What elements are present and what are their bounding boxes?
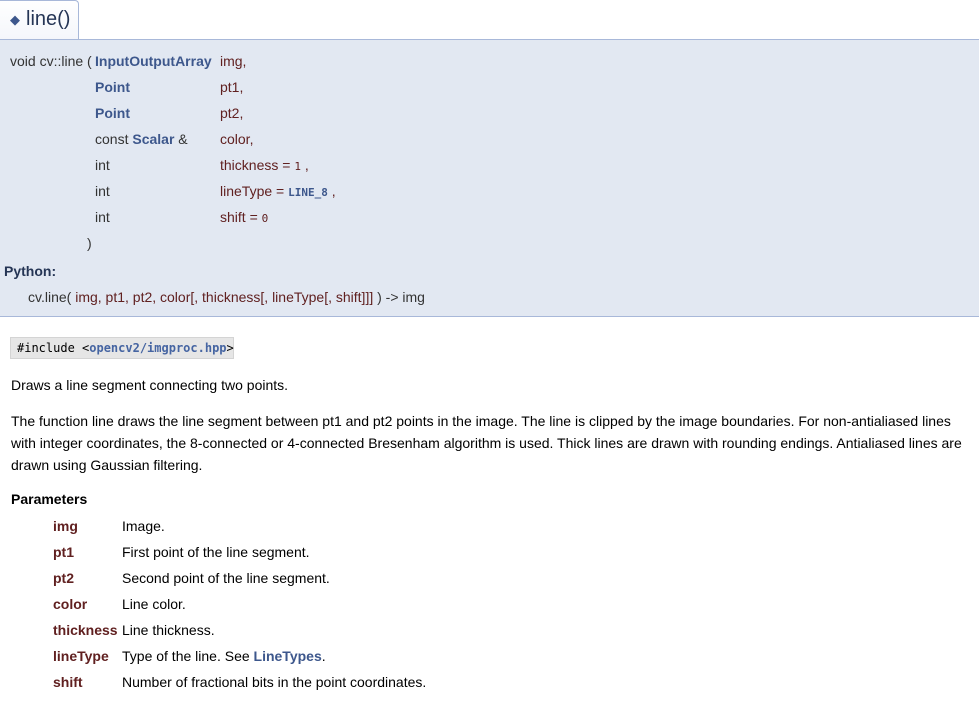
param-with-default bbox=[220, 156, 309, 176]
function-prototype bbox=[0, 39, 979, 317]
member-title: line() bbox=[26, 8, 71, 30]
python-signature bbox=[28, 288, 425, 306]
param-doc-desc: First point of the line segment. bbox=[122, 544, 310, 560]
param-doc-desc: Image. bbox=[122, 518, 165, 534]
param-type-suffix: & bbox=[174, 131, 188, 147]
param-doc-desc: Number of fractional bits in the point coordinates. bbox=[122, 674, 427, 690]
default-value: 0 bbox=[261, 212, 269, 225]
include-path-link[interactable]: opencv2/imgproc.hpp bbox=[89, 341, 227, 355]
param-doc-name: color bbox=[53, 596, 88, 612]
open-paren: ( bbox=[87, 53, 92, 69]
param-doc-desc: Second point of the line segment. bbox=[122, 570, 330, 586]
param-name: pt1, bbox=[220, 79, 244, 95]
include-suffix: > bbox=[226, 341, 234, 355]
param-doc-name: shift bbox=[53, 674, 83, 690]
description-line: The function line draws the line segment between pt1 and pt2 points in the image. The line is clipped by the image boundaries. For non-antialiased lines bbox=[11, 413, 951, 429]
close-paren: ) bbox=[87, 235, 92, 251]
python-return: ) -> img bbox=[377, 289, 425, 305]
linetypes-link[interactable]: LineTypes bbox=[253, 648, 322, 664]
param-type bbox=[95, 130, 188, 148]
description-line: drawn using Gaussian filtering. bbox=[11, 457, 203, 473]
param-name: pt2, bbox=[220, 105, 244, 121]
param-doc-name: img bbox=[53, 518, 78, 534]
param-tail: , bbox=[300, 157, 309, 173]
default-value: 1 bbox=[294, 160, 301, 173]
param-doc-name: thickness bbox=[53, 622, 118, 638]
param-type: int bbox=[95, 183, 110, 199]
param-type-link[interactable]: Point bbox=[95, 79, 130, 95]
python-args: img, pt1, pt2, color[, thickness[, lineType[, shift]]] bbox=[71, 289, 378, 305]
param-type: int bbox=[95, 157, 110, 173]
param-with-default bbox=[220, 182, 336, 202]
param-doc-name: pt2 bbox=[53, 570, 74, 586]
include-prefix: #include < bbox=[17, 341, 90, 355]
param-type-link[interactable]: Scalar bbox=[132, 131, 175, 147]
summary-text: Draws a line segment connecting two points. bbox=[11, 377, 289, 393]
param-with-default bbox=[220, 208, 268, 228]
param-doc-desc-text: Type of the line. See bbox=[122, 648, 254, 664]
diamond-icon: ◆ bbox=[10, 12, 20, 27]
param-doc-desc bbox=[122, 647, 326, 665]
parameters-heading: Parameters bbox=[11, 491, 88, 507]
param-doc-desc: Line thickness. bbox=[122, 622, 215, 638]
param-doc-name: lineType bbox=[53, 648, 109, 664]
param-name: img, bbox=[220, 53, 247, 69]
return-and-function-name: void cv::line bbox=[10, 53, 84, 69]
param-name: color, bbox=[220, 131, 254, 147]
include-directive bbox=[10, 337, 234, 359]
param-tail: , bbox=[327, 183, 336, 199]
param-type-link[interactable]: InputOutputArray bbox=[95, 53, 212, 69]
description-line: with integer coordinates, the 8-connected or 4-connected Bresenham algorithm is used. Thick lines are drawn with rounding endings. Antialiased lines are bbox=[11, 435, 962, 451]
param-name: shift = bbox=[220, 209, 262, 225]
member-tab bbox=[0, 0, 79, 40]
default-value-link[interactable]: LINE_8 bbox=[288, 186, 328, 199]
param-doc-desc: Line color. bbox=[122, 596, 186, 612]
python-label: Python: bbox=[4, 263, 57, 279]
param-doc-name: pt1 bbox=[53, 544, 74, 560]
param-type-prefix: const bbox=[95, 131, 133, 147]
param-doc-desc-after: . bbox=[321, 648, 326, 664]
param-type: int bbox=[95, 209, 110, 225]
param-type-link[interactable]: Point bbox=[95, 105, 130, 121]
param-name: lineType = bbox=[220, 183, 289, 199]
python-func: cv.line( bbox=[28, 289, 72, 305]
param-name: thickness = bbox=[220, 157, 295, 173]
